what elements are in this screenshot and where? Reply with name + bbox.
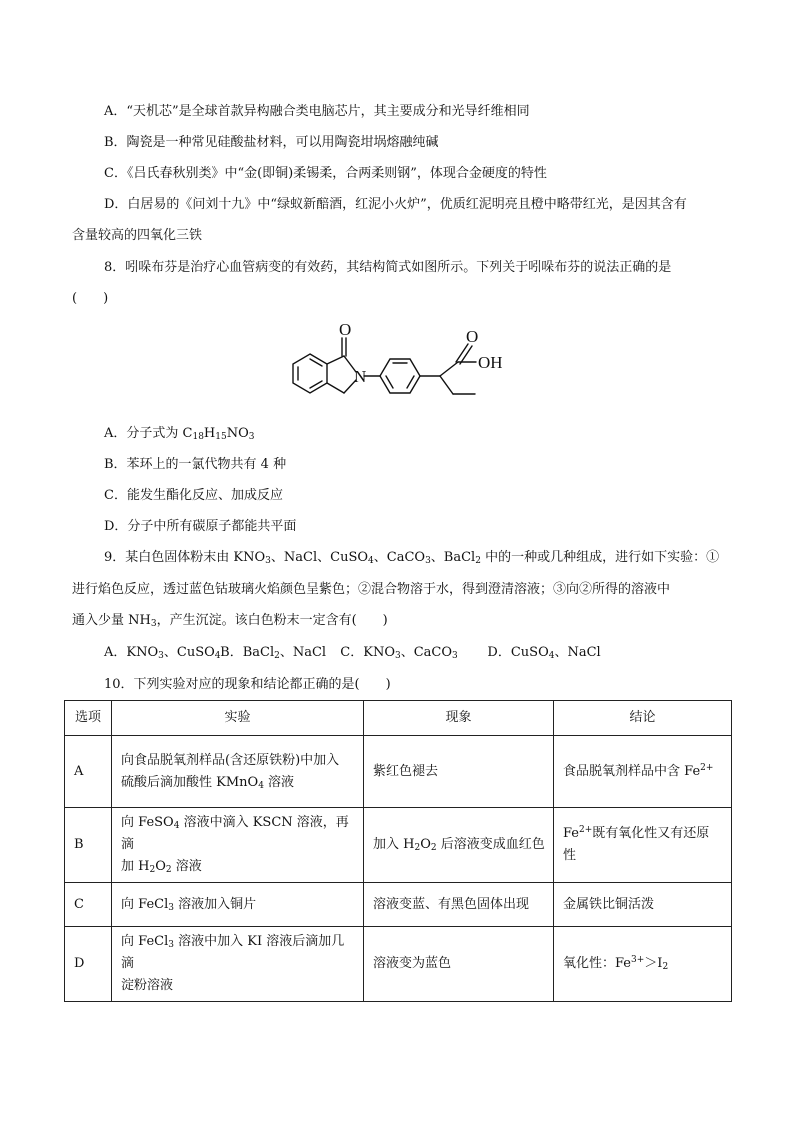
q9-option-a: A．$KNO_3$、CuSO$_4$: [104, 645, 221, 661]
header-option: 选项: [65, 701, 112, 736]
row-a-phenomenon: 紫红色褪去: [364, 736, 554, 808]
table-row: [65, 883, 732, 927]
q9-stem-line3: 通入少量 $NH_3$，产生沉淀。该白色粉末一定含有( ): [72, 613, 388, 629]
q7-option-d-line2: 含量较高的四氧化三铁: [72, 228, 203, 243]
row-b-option: B: [65, 808, 112, 883]
row-b-experiment: 向 FeSO$_4$ 溶液中滴入 KSCN 溶液，再滴 加 $H_2O_2$ 溶液: [112, 808, 364, 883]
table-row: [65, 736, 732, 808]
header-phenomenon: 现象: [364, 701, 554, 736]
q8-option-c: C．能发生酯化反应、加成反应: [104, 488, 283, 503]
q7-option-a: A．“天机芯”是全球首款异构融合类电脑芯片，其主要成分和光导纤维相同: [104, 104, 530, 119]
row-a-experiment: 向食品脱氧剂样品(含还原铁粉)中加入 硫酸后滴加酸性 KMnO$_4$ 溶液: [112, 736, 364, 808]
row-d-conclusion: 氧化性：$Fe^{3+}>I_2$: [554, 927, 732, 1002]
table-row: [65, 808, 732, 883]
q8-option-d: D．分子中所有碳原子都能共平面: [104, 519, 297, 534]
hydroxyl-label: OH: [478, 353, 503, 372]
q7-option-d-line1: D．白居易的《问刘十九》中“绿蚁新醅酒，红泥小火炉”，优质红泥明亮且橙中略带红光，是因其含有: [104, 197, 687, 212]
nitrogen-label: N: [354, 367, 367, 386]
q10-stem: 10．下列实验对应的现象和结论都正确的是( ): [104, 677, 391, 692]
acid-oxygen-label: O: [466, 327, 479, 346]
row-c-option: C: [65, 883, 112, 927]
q8-stem-line2: ( ): [72, 291, 109, 306]
q7-option-b: B．陶瓷是一种常见硅酸盐材料，可以用陶瓷坩埚熔融纯碱: [104, 135, 439, 150]
row-d-experiment: 向 FeCl$_3$ 溶液中加入 KI 溶液后滴加几滴 淀粉溶液: [112, 927, 364, 1002]
row-d-phenomenon: 溶液变为蓝色: [364, 927, 554, 1002]
q9-options: [104, 643, 601, 663]
q8-option-b: B．苯环上的一氯代物共有 4 种: [104, 457, 287, 472]
indobufen-structure-diagram: [268, 322, 568, 422]
experiment-table: [64, 700, 732, 1002]
table-header-row: [65, 701, 732, 736]
table-row: [65, 927, 732, 1002]
row-b-conclusion: $Fe^{2+}$既有氧化性又有还原 性: [554, 808, 732, 883]
q9-option-b: B．BaCl$_2$、NaCl: [220, 645, 327, 661]
q9-option-d: D．CuSO$_4$、NaCl: [487, 645, 601, 661]
q9-stem-line1: 9．某白色固体粉末由 $KNO_3$、NaCl、CuSO$_4$、CaCO$_3$、BaCl$_2$ 中的一种或几种组成，进行如下实验：①: [104, 550, 720, 566]
q9-option-c: C．$KNO_3$、CaCO$_3$: [340, 645, 458, 661]
row-a-option: A: [65, 736, 112, 808]
row-c-phenomenon: 溶液变蓝、有黑色固体出现: [364, 883, 554, 927]
q9-stem-line2: 进行焰色反应，透过蓝色钴玻璃火焰颜色呈紫色；②混合物溶于水，得到澄清溶液；③向②所得的溶液中: [72, 582, 671, 597]
row-d-option: D: [65, 927, 112, 1002]
q8-stem-line1: 8．吲哚布芬是治疗心血管病变的有效药，其结构简式如图所示。下列关于吲哚布芬的说法正确的是: [104, 260, 672, 275]
row-b-phenomenon: 加入 $H_2O_2$ 后溶液变成血红色: [364, 808, 554, 883]
row-a-conclusion: 食品脱氧剂样品中含 $Fe^{2+}$: [554, 736, 732, 808]
row-c-experiment: 向 FeCl$_3$ 溶液加入铜片: [112, 883, 364, 927]
q8-option-a: A．分子式为 $C_{18}H_{15}NO_3$: [104, 426, 255, 442]
header-conclusion: 结论: [554, 701, 732, 736]
row-c-conclusion: 金属铁比铜活泼: [554, 883, 732, 927]
header-experiment: 实验: [112, 701, 364, 736]
q7-option-c: C．《吕氏春秋别类》中“金(即铜)柔锡柔，合两柔则钢”，体现合金硬度的特性: [104, 166, 547, 181]
ketone-oxygen-label: O: [339, 322, 352, 339]
